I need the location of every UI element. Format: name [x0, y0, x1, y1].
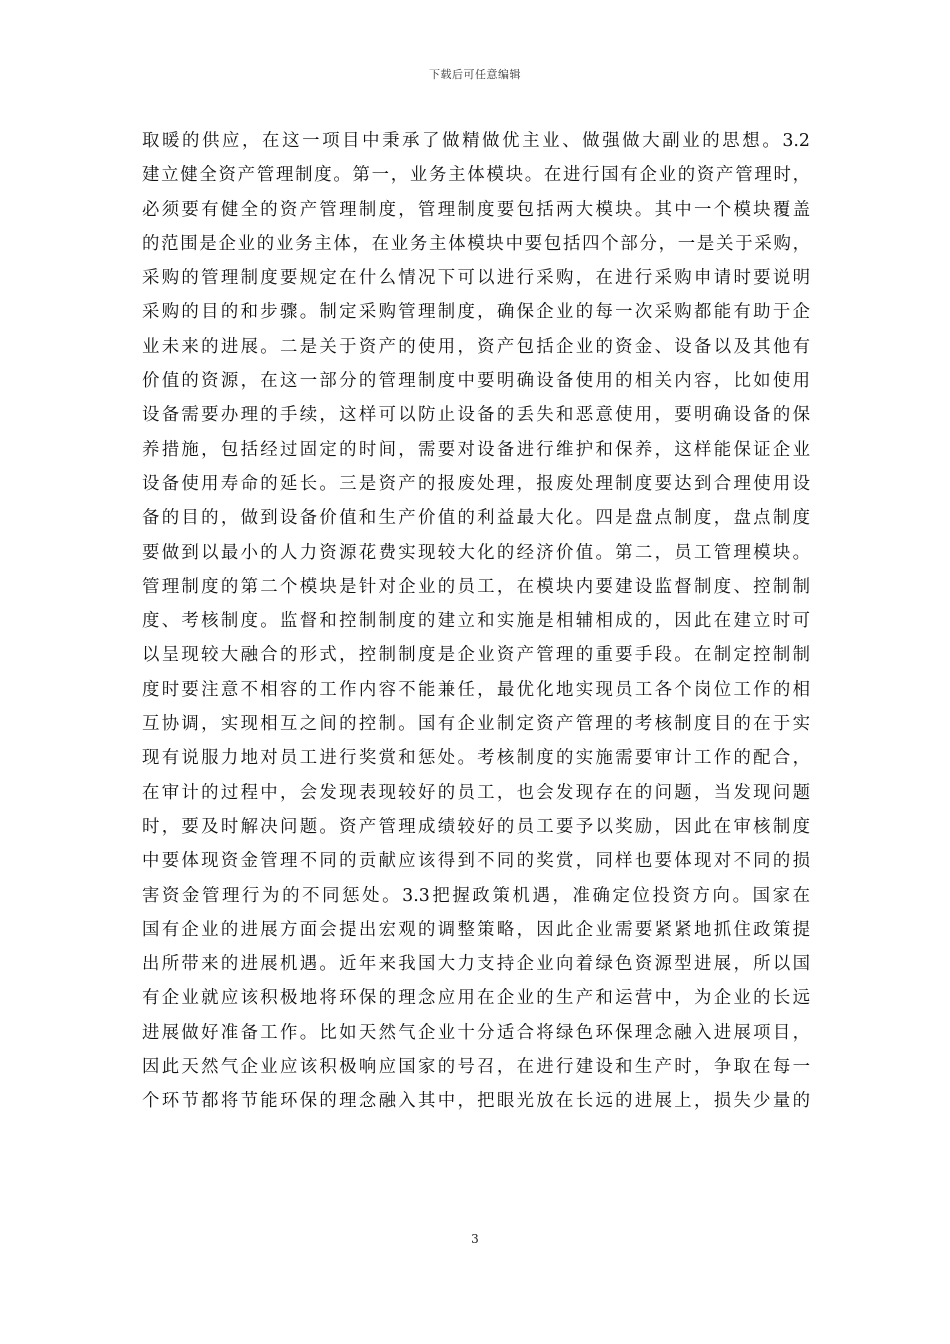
text-line: 要做到以最小的人力资源花费实现较大化的经济价值。第二，员工管理模块。: [142, 542, 810, 563]
text-line: 建立健全资产管理制度。第一，业务主体模块。在进行国有企业的资产管理时，: [142, 165, 810, 186]
text-line: 价值的资源，在这一部分的管理制度中要明确设备使用的相关内容，比如使用: [142, 371, 810, 392]
text-line: 管理制度的第二个模块是针对企业的员工，在模块内要建设监督制度、控制制: [142, 576, 810, 597]
text-line: 害资金管理行为的不同惩处。3.3把握政策机遇，准确定位投资方向。国家在: [142, 885, 810, 906]
body-text: [142, 124, 810, 1119]
text-line: 业未来的进展。二是关于资产的使用，资产包括企业的资金、设备以及其他有: [142, 336, 810, 357]
text-line: 中要体现资金管理不同的贡献应该得到不同的奖赏，同样也要体现对不同的损: [142, 851, 810, 872]
text-line: 必须要有健全的资产管理制度，管理制度要包括两大模块。其中一个模块覆盖: [142, 199, 810, 220]
text-line: 个环节都将节能环保的理念融入其中，把眼光放在长远的进展上，损失少量的: [142, 1091, 810, 1112]
text-line: 养措施，包括经过固定的时间，需要对设备进行维护和保养，这样能保证企业: [142, 439, 810, 460]
text-line: 备的目的，做到设备价值和生产价值的利益最大化。四是盘点制度，盘点制度: [142, 508, 810, 529]
page-header: 下载后可任意编辑: [429, 68, 521, 81]
text-line: 互协调，实现相互之间的控制。国有企业制定资产管理的考核制度目的在于实: [142, 714, 810, 735]
text-line: 度时要注意不相容的工作内容不能兼任，最优化地实现员工各个岗位工作的相: [142, 679, 810, 700]
text-line: 采购的管理制度要规定在什么情况下可以进行采购，在进行采购申请时要说明: [142, 268, 810, 289]
text-line: 现有说服力地对员工进行奖赏和惩处。考核制度的实施需要审计工作的配合，: [142, 748, 810, 769]
text-line: 以呈现较大融合的形式，控制制度是企业资产管理的重要手段。在制定控制制: [142, 645, 810, 666]
text-line: 度、考核制度。监督和控制制度的建立和实施是相辅相成的，因此在建立时可: [142, 611, 810, 632]
page-number: 3: [471, 1232, 479, 1246]
text-line: 有企业就应该积极地将环保的理念应用在企业的生产和运营中，为企业的长远: [142, 988, 810, 1009]
text-line: 时，要及时解决问题。资产管理成绩较好的员工要予以奖励，因此在审核制度: [142, 816, 810, 837]
text-line: 进展做好准备工作。比如天然气企业十分适合将绿色环保理念融入进展项目，: [142, 1022, 810, 1043]
text-line: 取暖的供应，在这一项目中秉承了做精做优主业、做强做大副业的思想。3.2: [142, 131, 810, 151]
text-line: 采购的目的和步骤。制定采购管理制度，确保企业的每一次采购都能有助于企: [142, 302, 810, 323]
text-line: 出所带来的进展机遇。近年来我国大力支持企业向着绿色资源型进展，所以国: [142, 954, 810, 975]
text-line: 设备使用寿命的延长。三是资产的报废处理，报废处理制度要达到合理使用设: [142, 473, 810, 494]
text-line: 国有企业的进展方面会提出宏观的调整策略，因此企业需要紧紧地抓住政策提: [142, 919, 810, 940]
text-line: 因此天然气企业应该积极响应国家的号召，在进行建设和生产时，争取在每一: [142, 1057, 810, 1078]
text-line: 设备需要办理的手续，这样可以防止设备的丢失和恶意使用，要明确设备的保: [142, 405, 810, 426]
text-line: 的范围是企业的业务主体，在业务主体模块中要包括四个部分，一是关于采购，: [142, 233, 810, 254]
text-line: 在审计的过程中，会发现表现较好的员工，也会发现存在的问题，当发现问题: [142, 782, 810, 803]
